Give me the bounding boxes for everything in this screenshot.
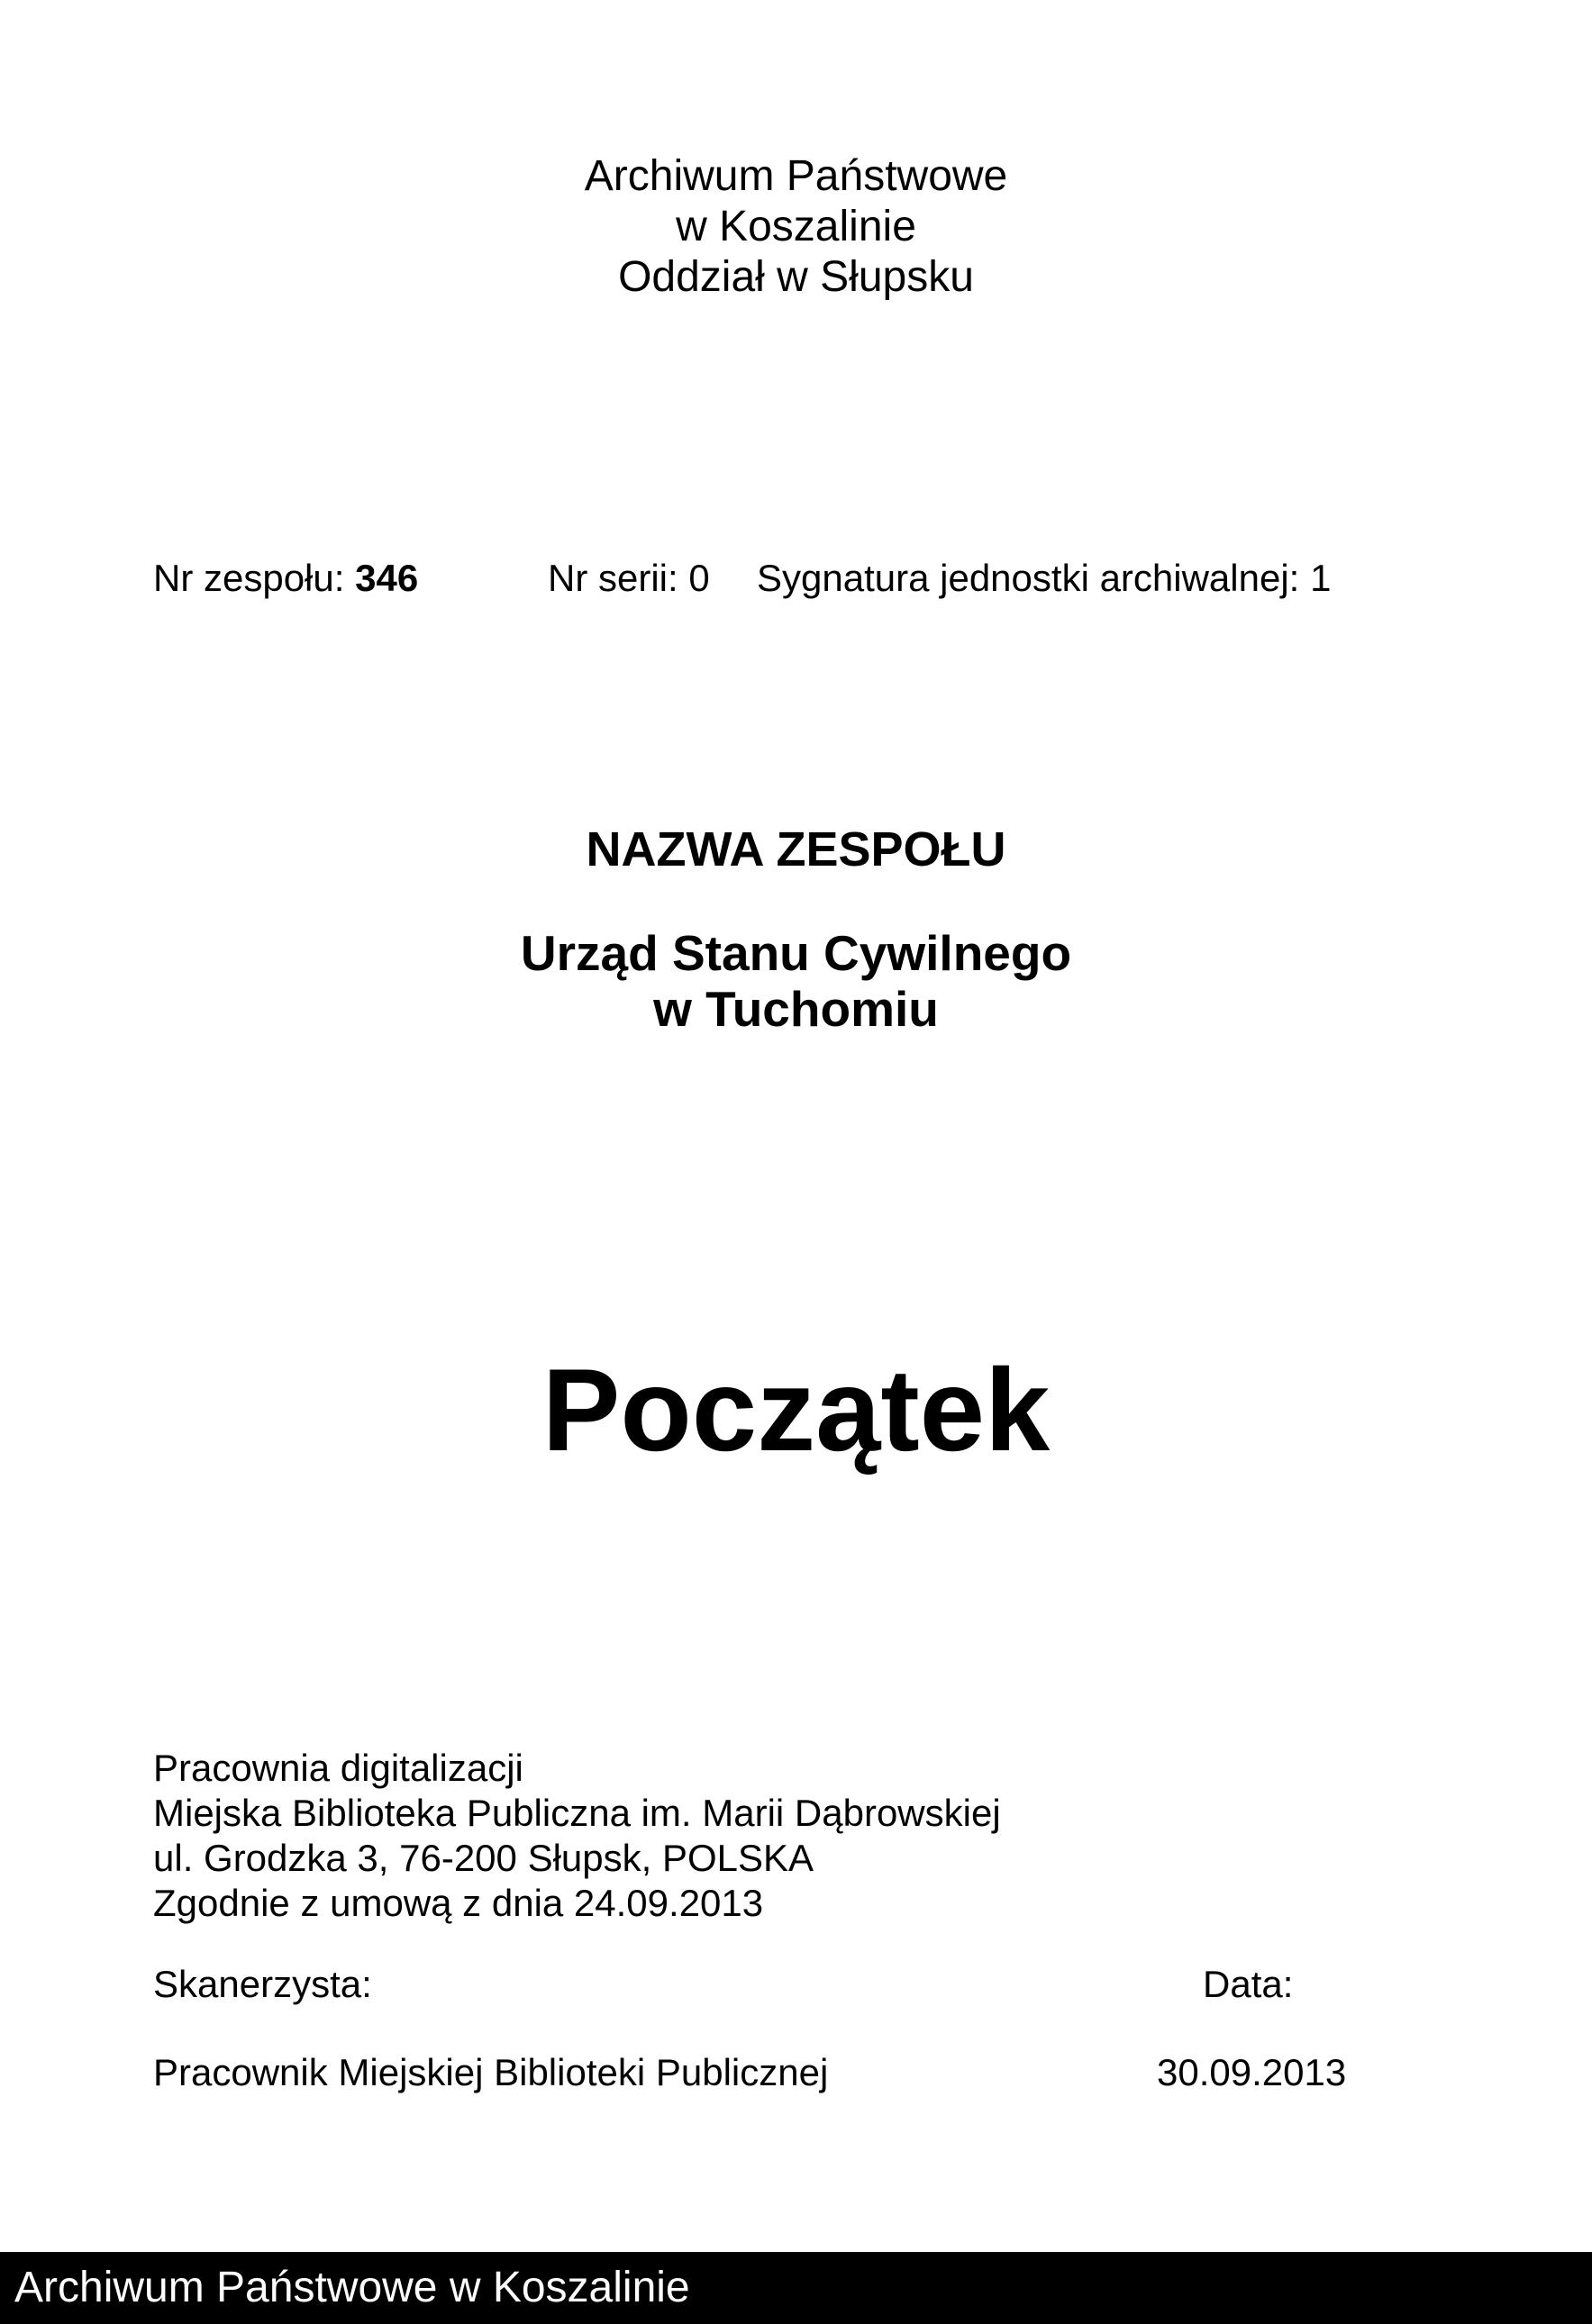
- page-title: Początek: [541, 1344, 1051, 1475]
- archival-unit-signature: [757, 557, 1331, 600]
- fonds-name-line-1: Urząd Stanu Cywilnego: [520, 925, 1072, 981]
- fonds-name-heading: NAZWA ZESPOŁU: [586, 822, 1006, 876]
- digitization-workshop-line: Pracownia digitalizacji: [153, 1747, 523, 1789]
- identifier-row: [0, 557, 1592, 602]
- agreement-date-line: Zgodnie z umową z dnia 24.09.2013: [153, 1882, 764, 1924]
- date-value: 30.09.2013: [1157, 2051, 1347, 2093]
- series-number-label: Nr serii:: [548, 557, 678, 599]
- digitization-info: [153, 1746, 1001, 1926]
- archive-branch-line: Oddział w Słupsku: [618, 253, 974, 301]
- footer-bar: [0, 2252, 1592, 2324]
- fonds-number: [153, 557, 418, 600]
- archival-unit-signature-value: 1: [1310, 557, 1332, 599]
- fonds-name: [0, 925, 1592, 1037]
- fonds-number-value: 346: [355, 557, 419, 599]
- series-number: [548, 557, 710, 600]
- library-address-line: ul. Grodzka 3, 76-200 Słupsk, POLSKA: [153, 1837, 814, 1879]
- library-name-line: Miejska Biblioteka Publiczna im. Marii Dąbrowskiej: [153, 1792, 1001, 1834]
- scanner-value: Pracownik Miejskiej Biblioteki Publicznej: [153, 2051, 829, 2093]
- archival-unit-signature-label: Sygnatura jednostki archiwalnej:: [757, 557, 1300, 599]
- footer-bar-text: Archiwum Państwowe w Koszalinie: [14, 2264, 690, 2311]
- archive-header: [0, 151, 1592, 303]
- series-number-value: 0: [688, 557, 710, 599]
- scanner-label: Skanerzysta:: [153, 1963, 372, 2005]
- archive-city-line: w Koszalinie: [676, 203, 916, 250]
- fonds-name-line-2: w Tuchomiu: [653, 981, 939, 1037]
- date-label: Data:: [1203, 1963, 1294, 2005]
- archive-name-line: Archiwum Państwowe: [584, 152, 1008, 200]
- fonds-number-label: Nr zespołu:: [153, 557, 345, 599]
